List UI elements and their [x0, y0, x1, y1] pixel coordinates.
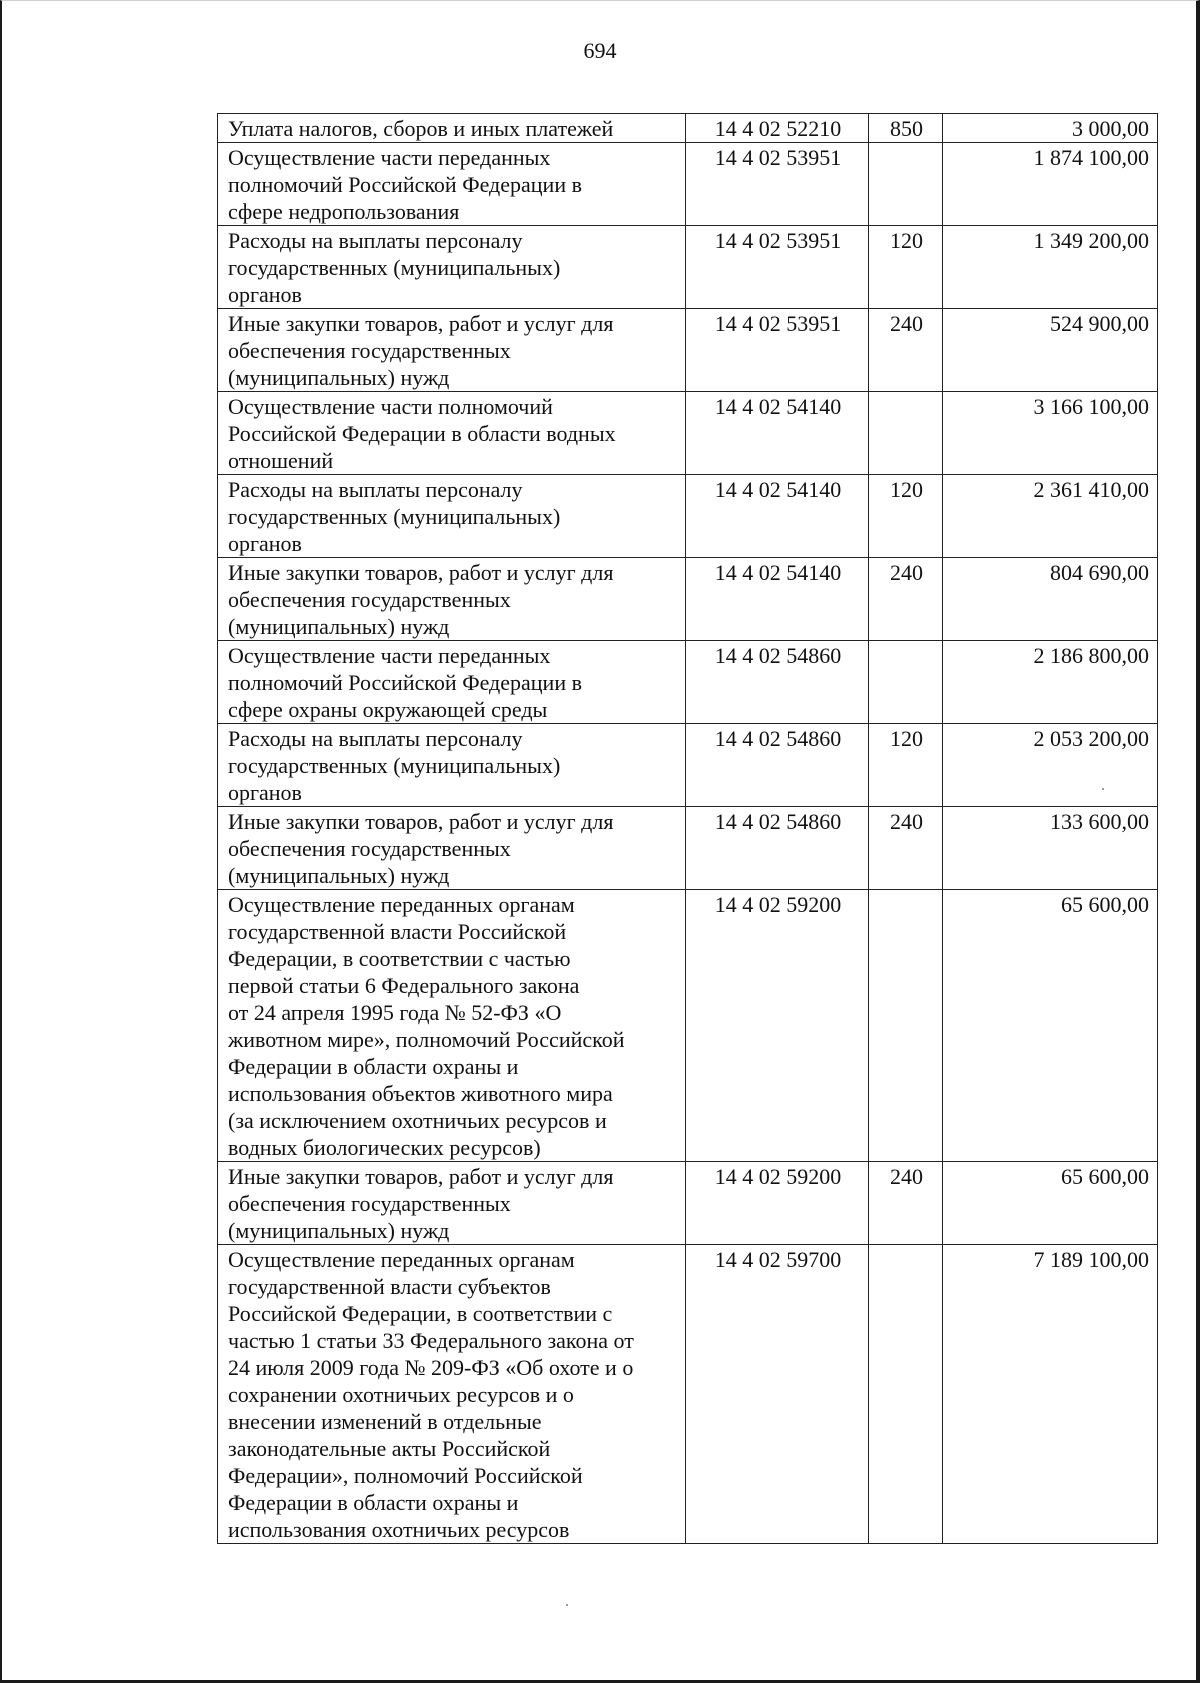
expense-name-line: Федерации в области охраны и	[228, 1054, 519, 1079]
target-article-code-cell: 14 4 02 59200	[686, 1162, 869, 1245]
expense-name-line: сфере недропользования	[228, 199, 460, 224]
expense-name-line: Иные закупки товаров, работ и услуг для	[228, 560, 614, 585]
target-article-code-cell: 14 4 02 52210	[686, 114, 869, 143]
amount-cell: 1 874 100,00	[943, 143, 1158, 226]
expense-name-line: Уплата налогов, сборов и иных платежей	[228, 116, 614, 141]
expense-kind-cell: 240	[869, 558, 943, 641]
expense-name-cell	[218, 641, 686, 724]
expense-name-cell	[218, 890, 686, 1162]
budget-table	[217, 113, 1158, 1544]
amount-cell: 3 166 100,00	[943, 392, 1158, 475]
expense-name-line: (муниципальных) нужд	[228, 1218, 450, 1243]
expense-name-line: Расходы на выплаты персоналу	[228, 477, 523, 502]
target-article-code-cell: 14 4 02 53951	[686, 226, 869, 309]
amount-cell: 65 600,00	[943, 890, 1158, 1162]
expense-name-line: (муниципальных) нужд	[228, 614, 450, 639]
table-row	[218, 890, 1158, 1162]
expense-name-line: обеспечения государственных	[228, 587, 511, 612]
expense-name-cell	[218, 226, 686, 309]
expense-name-line: Иные закупки товаров, работ и услуг для	[228, 1164, 614, 1189]
table-row	[218, 641, 1158, 724]
expense-name-line: животном мире», полномочий Российской	[228, 1027, 625, 1052]
expense-name-line: государственных (муниципальных)	[228, 753, 561, 778]
table-row	[218, 309, 1158, 392]
expense-kind-cell	[869, 392, 943, 475]
target-article-code-cell: 14 4 02 54140	[686, 392, 869, 475]
amount-cell: 524 900,00	[943, 309, 1158, 392]
amount-cell: 65 600,00	[943, 1162, 1158, 1245]
expense-name-line: Российской Федерации, в соответствии с	[228, 1301, 613, 1326]
expense-name-line: Иные закупки товаров, работ и услуг для	[228, 311, 614, 336]
expense-name-line: государственной власти субъектов	[228, 1274, 551, 1299]
table-row	[218, 1162, 1158, 1245]
expense-name-line: Осуществление части полномочий	[228, 394, 553, 419]
scan-speck	[1102, 788, 1104, 790]
expense-name-cell	[218, 143, 686, 226]
expense-name-cell	[218, 392, 686, 475]
expense-name-line: внесении изменений в отдельные	[228, 1409, 542, 1434]
expense-name-line: Федерации», полномочий Российской	[228, 1463, 583, 1488]
expense-name-cell	[218, 1245, 686, 1544]
expense-name-line: Расходы на выплаты персоналу	[228, 726, 523, 751]
table-row	[218, 143, 1158, 226]
expense-name-line: (муниципальных) нужд	[228, 365, 450, 390]
expense-kind-cell: 240	[869, 309, 943, 392]
expense-name-cell	[218, 558, 686, 641]
target-article-code-cell: 14 4 02 54140	[686, 475, 869, 558]
expense-name-line: Расходы на выплаты персоналу	[228, 228, 523, 253]
table-row	[218, 724, 1158, 807]
target-article-code-cell: 14 4 02 54860	[686, 807, 869, 890]
expense-kind-cell	[869, 1245, 943, 1544]
table-row	[218, 807, 1158, 890]
expense-name-line: полномочий Российской Федерации в	[228, 172, 582, 197]
expense-name-cell	[218, 807, 686, 890]
expense-name-line: от 24 апреля 1995 года № 52-ФЗ «О	[228, 1000, 562, 1025]
amount-cell: 133 600,00	[943, 807, 1158, 890]
target-article-code-cell: 14 4 02 59200	[686, 890, 869, 1162]
target-article-code-cell: 14 4 02 53951	[686, 143, 869, 226]
expense-name-line: полномочий Российской Федерации в	[228, 670, 582, 695]
table-row	[218, 226, 1158, 309]
amount-cell: 1 349 200,00	[943, 226, 1158, 309]
expense-name-line: сохранении охотничьих ресурсов и о	[228, 1382, 574, 1407]
expense-name-line: Осуществление переданных органам	[228, 1247, 575, 1272]
expense-kind-cell	[869, 143, 943, 226]
table-row	[218, 114, 1158, 143]
amount-cell: 2 186 800,00	[943, 641, 1158, 724]
expense-name-line: Российской Федерации в области водных	[228, 421, 616, 446]
table-row	[218, 558, 1158, 641]
expense-name-line: Федерации в области охраны и	[228, 1490, 519, 1515]
expense-name-line: частью 1 статьи 33 Федерального закона от	[228, 1328, 634, 1353]
expense-name-line: Осуществление части переданных	[228, 145, 551, 170]
table-row	[218, 1245, 1158, 1544]
scan-speck	[566, 1604, 568, 1606]
expense-kind-cell: 120	[869, 724, 943, 807]
expense-name-line: обеспечения государственных	[228, 836, 511, 861]
expense-kind-cell: 850	[869, 114, 943, 143]
expense-name-line: Осуществление переданных органам	[228, 892, 575, 917]
expense-name-cell	[218, 724, 686, 807]
expense-name-line: (муниципальных) нужд	[228, 863, 450, 888]
expense-name-line: Осуществление части переданных	[228, 643, 551, 668]
expense-name-line: обеспечения государственных	[228, 1191, 511, 1216]
expense-name-line: государственных (муниципальных)	[228, 255, 561, 280]
expense-kind-cell	[869, 641, 943, 724]
expense-kind-cell: 120	[869, 475, 943, 558]
table-row	[218, 392, 1158, 475]
budget-table-body	[218, 114, 1158, 1544]
amount-cell: 804 690,00	[943, 558, 1158, 641]
target-article-code-cell: 14 4 02 59700	[686, 1245, 869, 1544]
amount-cell: 3 000,00	[943, 114, 1158, 143]
expense-name-cell	[218, 1162, 686, 1245]
target-article-code-cell: 14 4 02 54860	[686, 724, 869, 807]
expense-name-line: сфере охраны окружающей среды	[228, 697, 548, 722]
expense-name-line: водных биологических ресурсов)	[228, 1135, 541, 1160]
expense-name-cell	[218, 114, 686, 143]
page-number: 694	[583, 38, 617, 63]
expense-name-line: Федерации, в соответствии с частью	[228, 946, 571, 971]
expense-name-line: Иные закупки товаров, работ и услуг для	[228, 809, 614, 834]
expense-name-line: государственной власти Российской	[228, 919, 567, 944]
expense-name-line: 24 июля 2009 года № 209-ФЗ «Об охоте и о	[228, 1355, 634, 1380]
expense-name-line: обеспечения государственных	[228, 338, 511, 363]
expense-name-line: отношений	[228, 448, 334, 473]
expense-name-line: использования охотничьих ресурсов	[228, 1517, 570, 1542]
expense-kind-cell: 240	[869, 807, 943, 890]
expense-kind-cell: 120	[869, 226, 943, 309]
expense-name-cell	[218, 475, 686, 558]
target-article-code-cell: 14 4 02 53951	[686, 309, 869, 392]
expense-name-line: (за исключением охотничьих ресурсов и	[228, 1108, 607, 1133]
expense-name-cell	[218, 309, 686, 392]
amount-cell: 2 053 200,00	[943, 724, 1158, 807]
expense-name-line: органов	[228, 282, 302, 307]
expense-name-line: законодательные акты Российской	[228, 1436, 551, 1461]
expense-kind-cell: 240	[869, 1162, 943, 1245]
target-article-code-cell: 14 4 02 54860	[686, 641, 869, 724]
amount-cell: 2 361 410,00	[943, 475, 1158, 558]
expense-name-line: органов	[228, 531, 302, 556]
expense-name-line: использования объектов животного мира	[228, 1081, 613, 1106]
expense-name-line: первой статьи 6 Федерального закона	[228, 973, 580, 998]
expense-name-line: государственных (муниципальных)	[228, 504, 561, 529]
amount-cell: 7 189 100,00	[943, 1245, 1158, 1544]
expense-name-line: органов	[228, 780, 302, 805]
expense-kind-cell	[869, 890, 943, 1162]
table-row	[218, 475, 1158, 558]
target-article-code-cell: 14 4 02 54140	[686, 558, 869, 641]
